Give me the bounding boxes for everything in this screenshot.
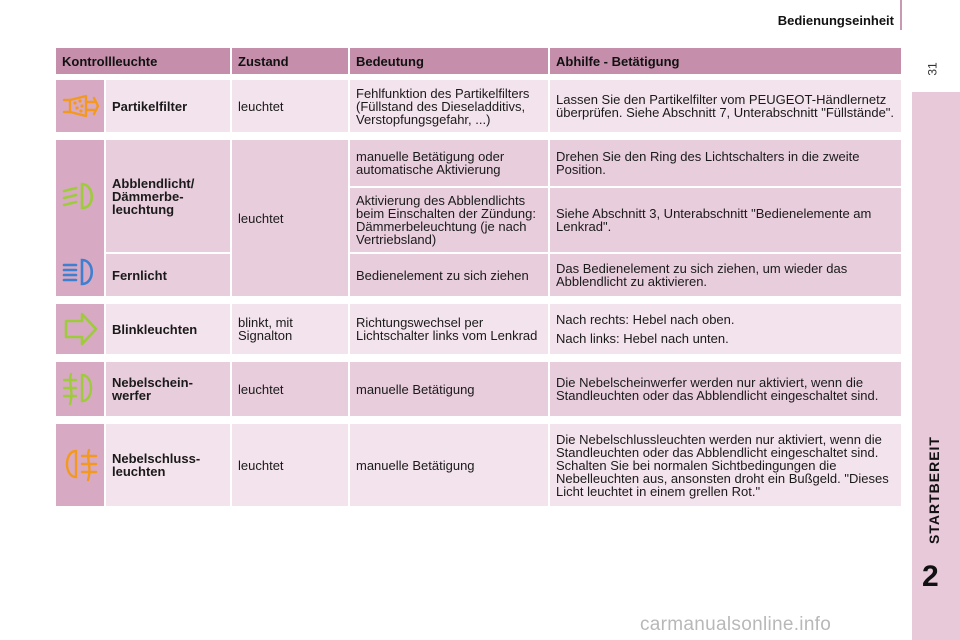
row-remedy: Drehen Sie den Ring des Lichtschalters in die zweite Position.: [550, 140, 903, 188]
row-meaning: manuelle Betätigung: [350, 424, 550, 508]
row-state: leuchtet: [232, 424, 350, 508]
page-header-title: Bedienungseinheit: [777, 13, 894, 28]
row-meaning: Fehlfunktion des Partikelfilters (Füllstand des Dieseladditivs, Verstopfungsgefahr, ...): [350, 80, 550, 134]
remedy-line-left: Nach links: Hebel nach unten.: [556, 331, 729, 346]
row-name: Partikelfilter: [106, 80, 232, 134]
table-row-abblendlicht-1: [56, 140, 903, 188]
particle-filter-icon: [56, 80, 106, 134]
table-row-nebelschlussleuchten: [56, 424, 903, 508]
rear-fog-icon: [56, 424, 106, 508]
row-remedy: Lassen Sie den Partikelfilter vom PEUGEOT-Händlernetz überprüfen. Siehe Abschnitt 7, Unterabschnitt "Füllstände".: [550, 80, 903, 134]
row-meaning: Richtungswechsel per Lichtschalter links vom Lenkrad: [350, 304, 550, 356]
row-meaning: Bedienelement zu sich ziehen: [350, 254, 550, 298]
main-beam-icon: [60, 257, 100, 287]
warning-lights-table: [56, 48, 903, 508]
dipped-beam-icon: [60, 179, 100, 213]
remedy-line-right: Nach rechts: Hebel nach oben.: [556, 312, 735, 327]
chapter-tab-label-wrap: [914, 430, 954, 550]
row-meaning: Aktivierung des Abblendlichts beim Einschalten der Zündung: Dämmerbeleuchtung (je nach Vertriebsland): [350, 188, 550, 254]
chapter-tab-label: STARTBEREIT: [926, 436, 942, 544]
row-name: Nebelschein-werfer: [106, 362, 232, 418]
row-remedy: Das Bedienelement zu sich ziehen, um wieder das Abblendlicht zu aktivieren.: [550, 254, 903, 298]
table-row-nebelscheinwerfer: [56, 362, 903, 418]
row-name: Nebelschluss-leuchten: [106, 424, 232, 508]
table-row-fernlicht: [56, 254, 903, 298]
table-row-partikelfilter: [56, 80, 903, 134]
chapter-number: 2: [922, 560, 939, 593]
column-header-abhilfe: Abhilfe - Betätigung: [550, 48, 903, 74]
watermark-text: carmanualsonline.info: [640, 614, 832, 635]
front-fog-icon: [56, 362, 106, 418]
row-remedy: Die Nebelschlussleuchten werden nur aktiviert, wenn die Standleuchten oder das Abblendlicht eingeschaltet sind. Schalten Sie bei normalen Sichtbedingungen die Nebelleuchten aus, ansonsten droht ein Bußgeld. "Dieses Licht leuchtet in einem grellen Rot.": [550, 424, 903, 508]
table-header-row: [56, 48, 903, 74]
row-meaning: manuelle Betätigung: [350, 362, 550, 418]
row-name: Fernlicht: [106, 254, 232, 298]
row-state: leuchtet: [232, 140, 350, 298]
column-header-kontrollleuchte: Kontrollleuchte: [56, 48, 232, 74]
table-row-blinkleuchten: [56, 304, 903, 356]
chapter-side-tab: [912, 92, 960, 640]
dipped-beam-icon-cell: [56, 140, 106, 298]
column-header-zustand: Zustand: [232, 48, 350, 74]
row-state: leuchtet: [232, 80, 350, 134]
page-number: 31: [925, 62, 940, 76]
row-name: Blinkleuchten: [106, 304, 232, 356]
row-remedy: Die Nebelscheinwerfer werden nur aktiviert, wenn die Standleuchten oder das Abblendlicht eingeschaltet sind.: [550, 362, 903, 418]
row-name: Abblendlicht/ Dämmerbe-leuchtung: [106, 140, 232, 254]
turn-signal-icon: [56, 304, 106, 356]
row-state: blinkt, mit Signalton: [232, 304, 350, 356]
row-remedy: [550, 304, 903, 356]
row-meaning: manuelle Betätigung oder automatische Aktivierung: [350, 140, 550, 188]
row-state: leuchtet: [232, 362, 350, 418]
column-header-bedeutung: Bedeutung: [350, 48, 550, 74]
header-divider: [900, 0, 902, 30]
row-remedy: Siehe Abschnitt 3, Unterabschnitt "Bedienelemente am Lenkrad".: [550, 188, 903, 254]
